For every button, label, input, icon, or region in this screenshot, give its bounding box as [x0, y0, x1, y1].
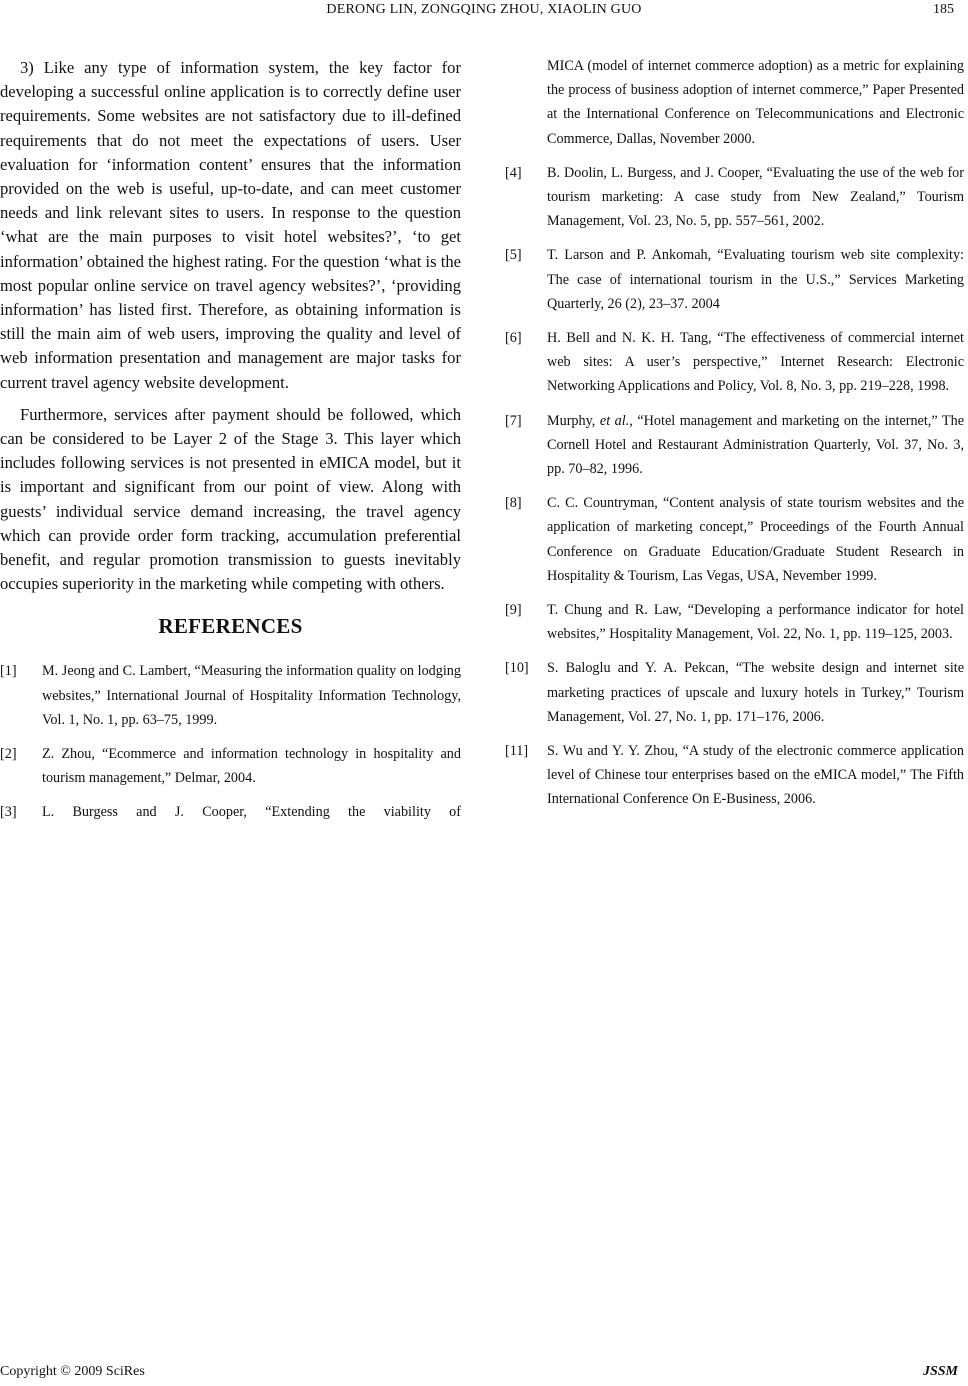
reference-text: Z. Zhou, “Ecommerce and information technology in hospitality and tourism management,” Delmar, 2004.	[42, 746, 461, 787]
reference-et-al: et al.	[599, 412, 630, 429]
reference-number: [10]	[505, 660, 529, 677]
reference-text: T. Chung and R. Law, “Developing a performance indicator for hotel websites,” Hospitality Management, Vol. 22, No. 1, pp. 119–125, 2003.	[547, 602, 964, 643]
reference-rest: , “Hotel management and marketing on the internet,” The Cornell Hotel and Restaurant Administration Quarterly, Vol. 37, No. 3, pp. 70–82, 1996.	[547, 412, 964, 478]
reference-item-4	[505, 161, 964, 234]
copyright-notice: Copyright © 2009 SciRes	[0, 1364, 145, 1379]
reference-item-7	[505, 409, 964, 482]
reference-number: [1]	[0, 663, 17, 680]
reference-number: [6]	[505, 330, 522, 347]
reference-item-5	[505, 243, 964, 316]
references-heading: REFERENCES	[158, 614, 303, 639]
reference-number: [8]	[505, 495, 522, 512]
reference-number: [5]	[505, 247, 522, 264]
reference-number: [11]	[505, 743, 529, 760]
reference-3-continuation: MICA (model of internet commerce adoption) as a metric for explaining the process of business adoption of internet commerce,” Paper Presented at the International Conference on Telecommunications and Electronic Commerce, Dallas, November 2000.	[547, 58, 964, 147]
reference-text: H. Bell and N. K. H. Tang, “The effectiveness of commercial internet web sites: A user’s perspective,” Internet Research: Electronic Networking Applications and Policy, Vol. 8, No. 3, pp. 219–228, 1998.	[547, 330, 964, 395]
reference-item-9	[505, 598, 964, 646]
reference-number: [7]	[505, 412, 522, 429]
reference-item-3	[0, 800, 461, 824]
reference-item-11	[505, 739, 964, 812]
reference-text: L. Burgess and J. Cooper, “Extending the viability of	[42, 804, 461, 821]
reference-text: S. Wu and Y. Y. Zhou, “A study of the electronic commerce application level of Chinese tour enterprises based on the eMICA model,” The Fifth International Conference On E-Business, 2006.	[547, 743, 964, 808]
reference-item-10	[505, 656, 964, 729]
reference-text: M. Jeong and C. Lambert, “Measuring the information quality on lodging websites,” International Journal of Hospitality Information Technology, Vol. 1, No. 1, pp. 63–75, 1999.	[42, 663, 461, 728]
reference-authors: Murphy,	[547, 412, 600, 429]
right-column	[505, 54, 964, 822]
reference-text: T. Larson and P. Ankomah, “Evaluating tourism web site complexity: The case of international tourism in the U.S.,” Services Marketing Quarterly, 26 (2), 23–37. 2004	[547, 247, 964, 312]
page-footer	[0, 1364, 968, 1384]
body-paragraph-2: Furthermore, services after payment should be followed, which can be considered to be Layer 2 of the Stage 3. This layer which includes following services is not presented in eMICA model, but it is important and significant from our point of view. Along with guests’ individual service demand increasing, the travel agency which can provide order form tracking, accumulation preferential benefit, and regular promotion transmission to guests inevitably occupies superiority in the marketing while competing with others.	[0, 404, 461, 594]
left-column	[0, 56, 461, 835]
page-number: 185	[933, 2, 954, 17]
page-header	[0, 0, 968, 22]
reference-number: [3]	[0, 804, 17, 821]
reference-item-2	[0, 742, 461, 790]
reference-number: [9]	[505, 602, 522, 619]
reference-text	[547, 409, 964, 482]
running-head: DERONG LIN, ZONGQING ZHOU, XIAOLIN GUO	[326, 2, 642, 17]
reference-item-8	[505, 491, 964, 588]
body-paragraph-1: 3) Like any type of information system, the key factor for developing a successful online application is to correctly define user requirements. Some websites are not satisfactory due to ill-defined requirements that do not meet the expectations of users. User evaluation for ‘information content’ ensures that the information provided on the web is useful, up-to-date, and can meet customer needs and link relevant sites to users. In response to the question ‘what are the main purposes to visit hotel websites?’, ‘to get information’ obtained the highest rating. For the question ‘what is the most popular online service on travel agency websites?’, ‘providing information’ has listed first. Therefore, as obtaining information is still the main aim of web users, improving the quality and level of web information presentation and management are major tasks for current travel agency website development.	[0, 58, 461, 392]
journal-abbreviation: JSSM	[922, 1364, 958, 1379]
reference-text: C. C. Countryman, “Content analysis of state tourism websites and the application of marketing concept,” Proceedings of the Fourth Annual Conference on Graduate Education/Graduate Student Research in Hospitality & Tourism, Las Vegas, USA, Nevember 1999.	[547, 495, 964, 584]
reference-item-1	[0, 659, 461, 732]
reference-item-6	[505, 326, 964, 399]
reference-text: S. Baloglu and Y. A. Pekcan, “The website design and internet site marketing practices of upscale and luxury hotels in Turkey,” Tourism Management, Vol. 27, No. 1, pp. 171–176, 2006.	[547, 660, 964, 725]
reference-number: [2]	[0, 746, 17, 763]
reference-text: B. Doolin, L. Burgess, and J. Cooper, “Evaluating the use of the web for tourism marketing: A case study from New Zealand,” Tourism Management, Vol. 23, No. 5, pp. 557–561, 2002.	[547, 164, 964, 230]
reference-number: [4]	[505, 164, 522, 181]
